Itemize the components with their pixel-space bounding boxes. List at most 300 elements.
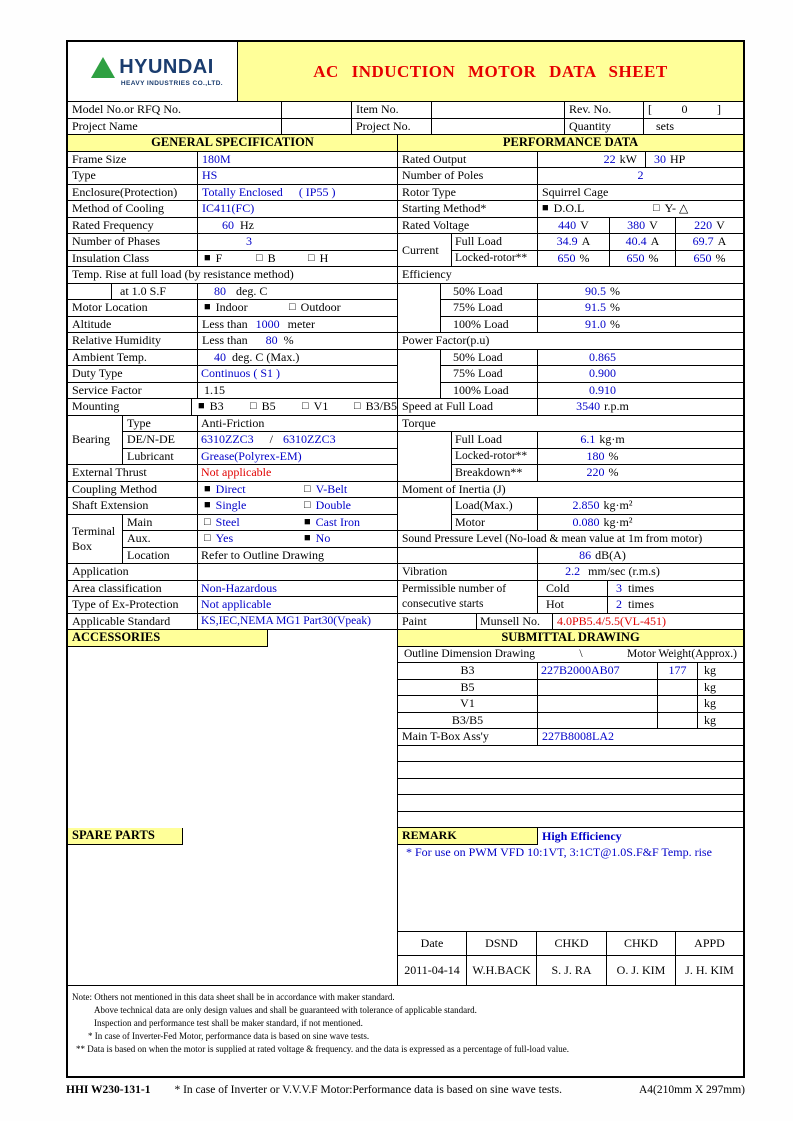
ambient-unit: deg. C (Max.) bbox=[232, 349, 300, 364]
note-line-3: Inspection and performance test shall be maker standard, if not mentioned. bbox=[94, 1018, 363, 1028]
accessories-row bbox=[68, 630, 397, 647]
locked-unit: % bbox=[715, 250, 726, 265]
humidity-value bbox=[198, 333, 397, 349]
row-altitude bbox=[68, 317, 397, 334]
row-efficiency-75 bbox=[441, 300, 743, 317]
output-hp-number: 30 bbox=[654, 151, 666, 166]
altitude-label: Altitude bbox=[68, 317, 198, 333]
paint-value: 4.0PB5.4/5.5(VL-451) bbox=[557, 613, 666, 628]
checkbox-empty-icon: □ bbox=[308, 251, 315, 264]
coupling-option-vbelt bbox=[304, 482, 347, 497]
item-no-value bbox=[432, 102, 565, 119]
mount-b3-label: B3 bbox=[398, 663, 538, 679]
row-bearing-type bbox=[123, 416, 397, 433]
checkbox-empty-icon: □ bbox=[250, 400, 257, 413]
frequency-label: Rated Frequency bbox=[68, 218, 198, 234]
option-label: B3 bbox=[209, 399, 224, 414]
pf-100-value: 0.910 bbox=[589, 382, 616, 397]
efficiency-number: 90.5 bbox=[585, 283, 606, 298]
starting-option-ydelta bbox=[653, 201, 688, 216]
inertia-motor-value bbox=[538, 515, 743, 531]
terminal-aux-label: Aux. bbox=[123, 531, 198, 547]
approval-header-chkd1: CHKD bbox=[537, 932, 607, 956]
row-phases bbox=[68, 234, 397, 251]
row-humidity bbox=[68, 333, 397, 350]
voltage-unit: V bbox=[580, 217, 589, 232]
drawing-v1-number bbox=[538, 696, 658, 712]
humidity-label: Relative Humidity bbox=[68, 333, 198, 349]
project-name-value bbox=[282, 119, 352, 136]
output-kw-unit: kW bbox=[619, 151, 637, 166]
ex-protection-label: Type of Ex-Protection bbox=[68, 597, 198, 613]
torque-locked-value bbox=[538, 449, 743, 465]
empty-row bbox=[398, 795, 743, 812]
frequency-number: 60 bbox=[222, 217, 234, 232]
speed-value bbox=[538, 399, 743, 415]
option-label: B3/B5 bbox=[365, 399, 397, 414]
inertia-load-label: Load(Max.) bbox=[452, 498, 538, 514]
insulation-label: Insulation Class bbox=[68, 251, 198, 267]
bearing-type-value: Anti-Friction bbox=[201, 415, 265, 430]
temp-rise-sf-label: at 1.0 S.F bbox=[112, 284, 198, 300]
logo-row bbox=[91, 56, 214, 79]
output-kw-number: 22 bbox=[603, 151, 616, 166]
row-bearing-dende bbox=[123, 432, 397, 449]
shaft-option-double bbox=[304, 498, 351, 513]
empty-row bbox=[398, 812, 743, 829]
external-thrust-label: External Thrust bbox=[68, 465, 198, 481]
approval-header-chkd2: CHKD bbox=[607, 932, 676, 956]
model-no-value bbox=[282, 102, 352, 119]
checkbox-filled-icon: ■ bbox=[542, 202, 549, 215]
row-poles bbox=[398, 168, 743, 185]
speed-unit: r.p.m bbox=[604, 399, 629, 414]
option-label: Double bbox=[315, 498, 351, 513]
note-line-1: Note: Others not mentioned in this data sheet shall be in accordance with maker standard. bbox=[72, 992, 395, 1002]
standard-value: KS,IEC,NEMA MG1 Part30(Vpeak) bbox=[201, 615, 371, 628]
row-application bbox=[68, 564, 397, 581]
efficiency-50-value bbox=[538, 284, 743, 300]
row-sound-header bbox=[398, 531, 743, 548]
checkbox-filled-icon: ■ bbox=[304, 515, 311, 528]
service-factor-value: 1.15 bbox=[204, 382, 225, 397]
project-no-label: Project No. bbox=[352, 119, 432, 136]
bearing-dende-label: DE/N-DE bbox=[123, 432, 198, 448]
starts-label-line1: Permissible number of bbox=[402, 583, 507, 596]
general-specification-column bbox=[68, 135, 398, 985]
phases-label: Number of Phases bbox=[68, 234, 198, 250]
checkbox-empty-icon: □ bbox=[354, 400, 361, 413]
paper-size: A4(210mm X 297mm) bbox=[638, 1084, 745, 1096]
cooling-label: Method of Cooling bbox=[68, 201, 198, 217]
row-insulation-class bbox=[68, 251, 397, 268]
efficiency-rows bbox=[441, 284, 743, 334]
voltage-220 bbox=[676, 218, 743, 234]
approval-table bbox=[398, 931, 743, 985]
power-factor-rows bbox=[441, 350, 743, 400]
altitude-number: 1000 bbox=[255, 316, 280, 331]
duty-value: Continuos ( S1 ) bbox=[201, 366, 281, 381]
row-starts-cold bbox=[538, 581, 743, 598]
voltage-number: 440 bbox=[558, 217, 577, 232]
row-ambient-temp bbox=[68, 350, 397, 367]
inertia-block bbox=[398, 498, 743, 531]
checkbox-empty-icon: □ bbox=[256, 251, 263, 264]
option-label: V-Belt bbox=[315, 481, 348, 496]
efficiency-label: Efficiency bbox=[402, 267, 452, 282]
insulation-option-b bbox=[256, 251, 308, 266]
note-line-4: * In case of Inverter-Fed Motor, performance data is based on sine wave tests. bbox=[88, 1031, 370, 1041]
efficiency-unit: % bbox=[610, 316, 620, 331]
approval-chkd2: O. J. KIM bbox=[607, 956, 676, 985]
row-ex-protection bbox=[68, 597, 397, 614]
starts-cold-label: Cold bbox=[538, 581, 608, 597]
shaft-label: Shaft Extension bbox=[68, 498, 198, 514]
checkbox-empty-icon: □ bbox=[304, 499, 311, 512]
checkbox-filled-icon: ■ bbox=[198, 400, 205, 413]
locked-440 bbox=[538, 251, 610, 267]
approval-header-appd: APPD bbox=[676, 932, 743, 956]
rated-output-kw bbox=[538, 152, 646, 168]
shaft-options bbox=[198, 498, 397, 514]
terminal-option-no bbox=[304, 531, 330, 546]
row-rotor-type bbox=[398, 185, 743, 202]
row-torque-full-load bbox=[452, 432, 743, 449]
row-rated-voltage bbox=[398, 218, 743, 235]
row-starts-hot bbox=[538, 597, 743, 614]
bearing-lubricant-label: Lubricant bbox=[123, 449, 198, 465]
voltage-unit: V bbox=[649, 217, 658, 232]
performance-data-column bbox=[398, 135, 743, 985]
humidity-prefix: Less than bbox=[202, 333, 248, 348]
hyundai-logo bbox=[68, 42, 238, 101]
row-external-thrust bbox=[68, 465, 397, 482]
row-applicable-standard bbox=[68, 614, 397, 631]
terminal-box-label: Terminal Box bbox=[68, 515, 123, 565]
row-pf-75 bbox=[441, 366, 743, 383]
terminal-main-label: Main bbox=[123, 515, 198, 531]
checkbox-empty-icon: □ bbox=[204, 532, 211, 545]
empty-space bbox=[398, 861, 743, 931]
current-number: 40.4 bbox=[625, 234, 647, 249]
rotor-value: Squirrel Cage bbox=[542, 184, 609, 199]
row-frame-size bbox=[68, 152, 397, 169]
service-factor-label: Service Factor bbox=[68, 383, 198, 399]
remark-headline: High Efficiency bbox=[542, 828, 622, 843]
efficiency-100-value bbox=[538, 317, 743, 333]
enclosure-label: Enclosure(Protection) bbox=[68, 185, 198, 201]
weight-b3b5-value bbox=[658, 713, 698, 729]
inertia-number: 2.850 bbox=[572, 498, 600, 513]
temp-rise-unit: deg. C bbox=[236, 283, 268, 298]
row-rated-output bbox=[398, 152, 743, 169]
checkbox-empty-icon: □ bbox=[302, 400, 309, 413]
starts-rows bbox=[538, 581, 743, 614]
checkbox-empty-icon: □ bbox=[204, 515, 211, 528]
row-vibration bbox=[398, 564, 743, 581]
mounting-label: Mounting bbox=[68, 399, 192, 415]
row-enclosure bbox=[68, 185, 397, 202]
motor-data-sheet bbox=[66, 40, 745, 1078]
duty-label: Duty Type bbox=[68, 366, 198, 382]
starting-label: Starting Method* bbox=[398, 201, 538, 217]
torque-label: Torque bbox=[402, 415, 436, 430]
altitude-value bbox=[198, 317, 397, 333]
current-locked-label: Locked-rotor** bbox=[452, 251, 538, 267]
checkbox-filled-icon: ■ bbox=[204, 251, 211, 264]
motor-location-options bbox=[198, 300, 397, 316]
notes-section bbox=[68, 985, 743, 1076]
mounting-option-v1 bbox=[302, 399, 354, 414]
vibration-unit: mm/sec (r.m.s) bbox=[588, 564, 660, 579]
efficiency-number: 91.5 bbox=[585, 300, 606, 315]
option-label: Outdoor bbox=[300, 300, 341, 315]
approval-appd: J. H. KIM bbox=[685, 963, 734, 977]
spare-parts-row bbox=[68, 828, 397, 845]
terminal-box-block bbox=[68, 515, 397, 565]
bearing-type-label: Type bbox=[123, 416, 198, 432]
voltage-label: Rated Voltage bbox=[398, 218, 538, 234]
torque-locked-label: Locked-rotor** bbox=[452, 449, 538, 465]
current-unit: A bbox=[650, 234, 660, 249]
humidity-unit: % bbox=[283, 333, 294, 348]
efficiency-number: 91.0 bbox=[585, 316, 606, 331]
vibration-label: Vibration bbox=[398, 564, 538, 580]
checkbox-filled-icon: ■ bbox=[304, 532, 311, 545]
checkbox-filled-icon: ■ bbox=[204, 499, 211, 512]
remark-note: * For use on PWM VFD 10:1VT, 3:1CT@1.0S.F&F Temp. rise bbox=[406, 845, 712, 860]
inertia-number: 0.080 bbox=[572, 514, 600, 529]
checkbox-empty-icon: □ bbox=[289, 301, 296, 314]
torque-number: 180 bbox=[586, 448, 605, 463]
altitude-prefix: Less than bbox=[202, 316, 248, 331]
torque-full-load-label: Full Load bbox=[452, 432, 538, 448]
torque-number: 6.1 bbox=[580, 432, 596, 447]
option-label: Y- △ bbox=[664, 201, 689, 216]
voltage-number: 220 bbox=[694, 217, 713, 232]
ambient-number: 40 bbox=[214, 349, 226, 364]
insulation-option-h bbox=[308, 251, 328, 266]
current-220 bbox=[676, 234, 743, 250]
coupling-label: Coupling Method bbox=[68, 482, 198, 498]
rev-bracket-open: [ bbox=[648, 102, 652, 117]
coupling-options bbox=[198, 482, 397, 498]
weight-v1-unit: kg bbox=[704, 696, 716, 711]
torque-number: 220 bbox=[586, 465, 605, 480]
efficiency-100-label: 100% Load bbox=[441, 317, 538, 333]
weight-v1-value bbox=[658, 696, 698, 712]
row-shaft-extension bbox=[68, 498, 397, 515]
rev-value: 0 bbox=[681, 102, 688, 117]
bearing-nde-value: 6310ZZC3 bbox=[283, 432, 336, 447]
empty-cell bbox=[398, 432, 452, 482]
option-label: D.O.L bbox=[553, 201, 585, 216]
row-current-locked-rotor bbox=[452, 251, 743, 268]
enclosure-value-text: Totally Enclosed bbox=[202, 184, 283, 199]
diagonal-divider: \ bbox=[579, 648, 583, 661]
starts-block bbox=[398, 581, 743, 614]
enclosure-ip-text: ( IP55 ) bbox=[298, 184, 336, 199]
row-pf-100 bbox=[441, 383, 743, 400]
locked-220 bbox=[676, 251, 743, 267]
humidity-number: 80 bbox=[265, 333, 278, 348]
option-label: Steel bbox=[215, 514, 240, 529]
terminal-location-value: Refer to Outline Drawing bbox=[201, 547, 324, 562]
accessories-empty-area bbox=[68, 647, 397, 829]
pf-50-label: 50% Load bbox=[441, 350, 538, 366]
row-speed bbox=[398, 399, 743, 416]
temp-rise-label: Temp. Rise at full load (by resistance method) bbox=[72, 267, 294, 282]
insulation-options bbox=[198, 251, 397, 267]
standard-label: Applicable Standard bbox=[68, 614, 198, 630]
current-440 bbox=[538, 234, 610, 250]
spare-parts-empty-area bbox=[68, 845, 397, 986]
pf-50-value: 0.865 bbox=[589, 349, 616, 364]
row-torque-locked bbox=[452, 449, 743, 466]
location-option-outdoor bbox=[289, 300, 341, 315]
drawing-b3-number: 227B2000AB07 bbox=[538, 663, 658, 679]
checkbox-filled-icon: ■ bbox=[204, 301, 211, 314]
efficiency-50-label: 50% Load bbox=[441, 284, 538, 300]
rev-no-value bbox=[644, 102, 743, 119]
main-body bbox=[68, 135, 743, 985]
row-pf-50 bbox=[441, 350, 743, 367]
row-outline-header bbox=[398, 647, 743, 664]
option-label: Single bbox=[215, 498, 247, 513]
starts-label bbox=[398, 581, 538, 614]
rotor-label: Rotor Type bbox=[398, 185, 538, 201]
row-remark-note bbox=[398, 845, 743, 862]
frame-size-label: Frame Size bbox=[68, 152, 198, 168]
terminal-aux-options bbox=[198, 531, 397, 547]
rev-bracket-close: ] bbox=[717, 102, 721, 117]
current-block bbox=[398, 234, 743, 267]
external-thrust-value: Not applicable bbox=[201, 465, 272, 480]
tbox-label: Main T-Box Ass'y bbox=[398, 729, 538, 745]
terminal-location-label: Location bbox=[123, 548, 198, 564]
empty-cell bbox=[398, 284, 441, 334]
row-terminal-location bbox=[123, 548, 397, 565]
temp-rise-number: 80 bbox=[214, 283, 226, 298]
paint-label: Paint bbox=[398, 614, 477, 630]
row-duty-type bbox=[68, 366, 397, 383]
note-line-2: Above technical data are only design values and shall be guaranteed with tolerance of applicable standard. bbox=[94, 1005, 477, 1015]
option-label: Cast Iron bbox=[315, 514, 360, 529]
munsell-label: Munsell No. bbox=[477, 614, 553, 630]
current-rows bbox=[452, 234, 743, 267]
row-drawing-b3b5 bbox=[398, 713, 743, 730]
efficiency-unit: % bbox=[610, 300, 620, 315]
terminal-box-rows bbox=[123, 515, 397, 565]
inertia-label: Moment of Inertia (J) bbox=[402, 481, 506, 496]
row-service-factor bbox=[68, 383, 397, 400]
sound-unit: dB(A) bbox=[595, 547, 626, 562]
locked-number: 650 bbox=[626, 250, 645, 265]
general-specification-header: GENERAL SPECIFICATION bbox=[68, 135, 397, 152]
drawing-b5-number bbox=[538, 680, 658, 696]
terminal-option-yes bbox=[204, 531, 304, 546]
inertia-rows bbox=[452, 498, 743, 531]
current-unit: A bbox=[717, 234, 727, 249]
row-efficiency-100 bbox=[441, 317, 743, 334]
voltage-380 bbox=[610, 218, 676, 234]
starts-unit: times bbox=[628, 580, 654, 595]
row-bearing-lubricant bbox=[123, 449, 397, 466]
application-label: Application bbox=[68, 564, 198, 580]
bearing-dende-value bbox=[198, 432, 397, 448]
performance-data-header: PERFORMANCE DATA bbox=[398, 135, 743, 152]
starting-option-dol bbox=[542, 201, 653, 216]
document-title: AC INDUCTION MOTOR DATA SHEET bbox=[313, 61, 668, 81]
row-type bbox=[68, 168, 397, 185]
inertia-motor-label: Motor bbox=[452, 515, 538, 531]
power-factor-block bbox=[398, 350, 743, 400]
bearing-lubricant-value: Grease(Polyrex-EM) bbox=[201, 448, 302, 463]
option-label: Direct bbox=[215, 481, 246, 496]
option-label: B bbox=[267, 250, 276, 265]
weight-b3b5-unit: kg bbox=[704, 712, 716, 727]
mounting-option-b3b5 bbox=[354, 399, 397, 414]
approval-values-row bbox=[398, 956, 743, 985]
ex-protection-value: Not applicable bbox=[201, 597, 272, 612]
insulation-option-f bbox=[204, 251, 256, 266]
form-number: HHI W230-131-1 bbox=[66, 1084, 151, 1096]
type-label: Type bbox=[68, 168, 198, 184]
shaft-option-single bbox=[204, 498, 304, 513]
starts-label-line2: consecutive starts bbox=[402, 597, 484, 610]
footer bbox=[66, 1084, 745, 1096]
info-grid bbox=[68, 102, 743, 135]
temp-rise-sf-value bbox=[198, 284, 397, 300]
outline-header bbox=[398, 647, 743, 663]
empty-row bbox=[398, 779, 743, 796]
empty-cell bbox=[398, 350, 441, 400]
locked-380 bbox=[610, 251, 676, 267]
starts-number: 2 bbox=[616, 597, 622, 612]
efficiency-75-value bbox=[538, 300, 743, 316]
speed-number: 3540 bbox=[576, 399, 601, 414]
note-line-5: ** Data is based on when the motor is supplied at rated voltage & frequency. and the data is expressed as a percentage of full-load value. bbox=[76, 1044, 569, 1054]
coupling-option-direct bbox=[204, 482, 304, 497]
row-terminal-main bbox=[123, 515, 397, 532]
torque-unit: kg·m bbox=[599, 432, 625, 447]
row-remark bbox=[398, 828, 743, 845]
row-coupling-method bbox=[68, 482, 397, 499]
logo-brand: HYUNDAI bbox=[119, 56, 214, 78]
locked-number: 650 bbox=[557, 250, 576, 265]
option-label: B5 bbox=[261, 399, 276, 414]
efficiency-75-label: 75% Load bbox=[441, 300, 538, 316]
document-header bbox=[68, 42, 743, 102]
title-banner bbox=[238, 42, 743, 101]
row-motor-location bbox=[68, 300, 397, 317]
speed-label: Speed at Full Load bbox=[398, 399, 538, 415]
weight-b3-value: 177 bbox=[658, 663, 698, 679]
application-value bbox=[198, 564, 397, 580]
row-tbox bbox=[398, 729, 743, 746]
row-area-classification bbox=[68, 581, 397, 598]
rev-no-label: Rev. No. bbox=[565, 102, 644, 119]
option-label: No bbox=[315, 531, 331, 546]
model-no-label: Model No.or RFQ No. bbox=[68, 102, 282, 119]
voltage-number: 380 bbox=[627, 217, 646, 232]
inertia-load-value bbox=[538, 498, 743, 514]
starts-hot-value bbox=[608, 597, 743, 613]
weight-label: Motor Weight(Approx.) bbox=[626, 648, 737, 661]
terminal-option-castiron bbox=[304, 515, 360, 530]
submittal-drawing-header: SUBMITTAL DRAWING bbox=[398, 630, 743, 647]
current-number: 69.7 bbox=[692, 234, 714, 249]
